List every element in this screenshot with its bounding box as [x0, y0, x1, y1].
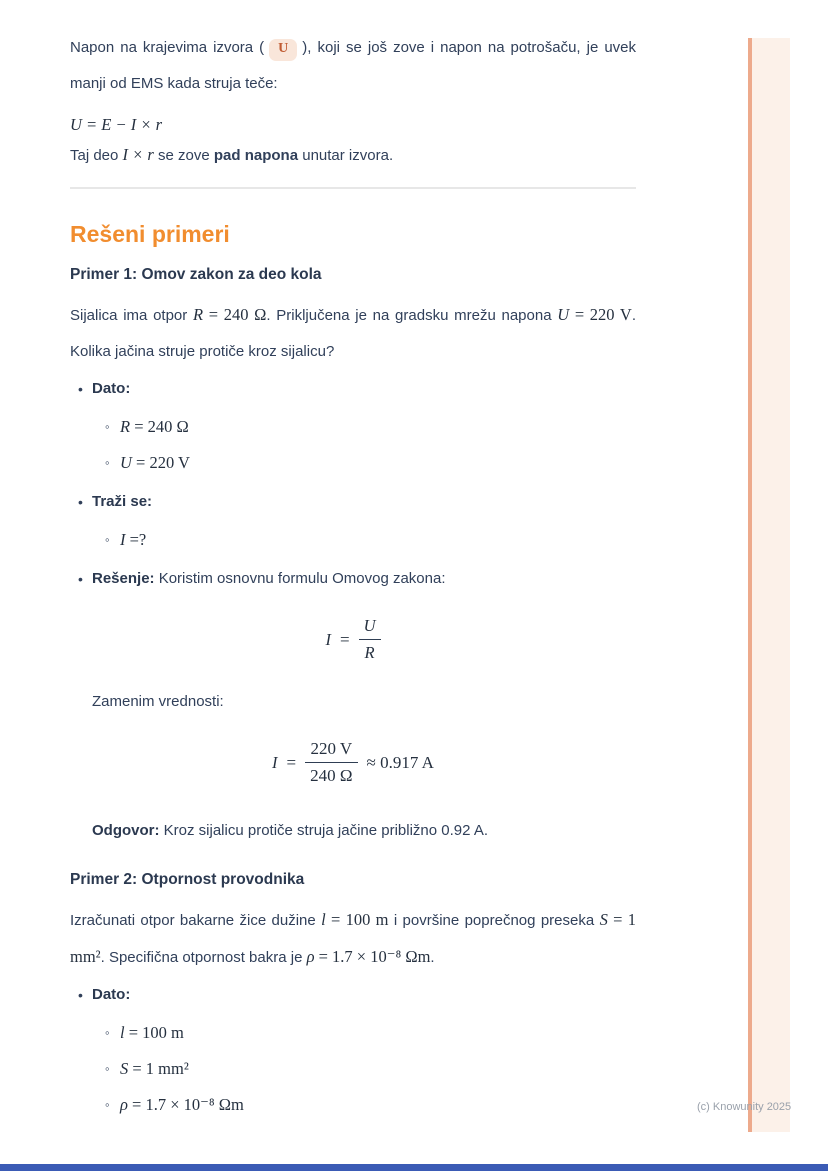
p2-math-var-rho: ρ — [306, 947, 315, 966]
primer2-list — [70, 984, 636, 1117]
drop-text-3: unutar izvora. — [298, 147, 394, 164]
resenje-label: Rešenje: — [92, 570, 155, 587]
calculation-formula — [70, 739, 636, 786]
math-rest: = 1 mm² — [128, 1059, 189, 1078]
list-item-trazi — [92, 491, 636, 552]
p1-text-2: . Priključena je na gradsku mrežu napona — [266, 307, 558, 324]
intro-paragraph — [70, 30, 636, 102]
drop-math: I × r — [122, 145, 154, 164]
list-item — [120, 1022, 636, 1045]
math-rest: = 100 m — [124, 1023, 184, 1042]
resenje-text: Koristim osnovnu formulu Omovog zakona: — [154, 570, 446, 587]
formula-result: ≈ 0.917 A — [366, 752, 434, 772]
intro-text-2: ), koji se još zove i napon na potrošaču, je uvek manji od EMS kada struja teče: — [70, 39, 636, 92]
p2-math-rest-rho: = 1.7 × 10⁻⁸ Ωm — [314, 947, 431, 966]
page-accent-line — [748, 38, 752, 1132]
dato-sublist — [92, 1022, 636, 1117]
p1-math-var-u: U — [557, 305, 570, 324]
math-rest: =? — [125, 530, 147, 549]
odgovor-label: Odgovor: — [92, 822, 160, 839]
primer2-problem — [70, 902, 636, 976]
list-item — [120, 529, 636, 552]
math-rest: = 240 Ω — [130, 417, 189, 436]
math-variable: l — [120, 1023, 125, 1042]
trazi-sublist — [92, 529, 636, 552]
intro-text-1: Napon na krajevima izvora ( — [70, 39, 265, 56]
p2-math-rest-s: = 1 mm² — [70, 910, 636, 966]
list-item — [120, 1094, 636, 1117]
p1-text-1: Sijalica ima otpor — [70, 307, 193, 324]
math-rest: = 1.7 × 10⁻⁸ Ωm — [127, 1095, 244, 1114]
fraction-denominator: R — [364, 643, 375, 662]
p1-math-rest-r: = 240 Ω — [203, 305, 267, 324]
odgovor-line — [70, 820, 636, 842]
p2-text-4: . — [430, 949, 435, 966]
list-item — [120, 416, 636, 439]
voltage-drop-line — [70, 138, 636, 173]
math-variable: U — [120, 453, 132, 472]
primer1-problem — [70, 297, 636, 370]
p2-text-3: . Specifična otpornost bakra je — [100, 949, 307, 966]
equals-sign: = — [339, 629, 350, 649]
primer1-list — [70, 378, 636, 590]
drop-bold-term: pad napona — [213, 147, 299, 164]
list-item-dato — [92, 378, 636, 475]
math-variable: R — [120, 417, 131, 436]
dato-sublist — [92, 416, 636, 475]
bottom-bar — [0, 1164, 828, 1171]
section-heading: Rešeni primeri — [70, 221, 230, 247]
ems-formula: U = E − I × r — [70, 115, 163, 134]
math-variable: S — [120, 1059, 129, 1078]
dato-label: Dato: — [92, 986, 131, 1003]
dato-label: Dato: — [92, 380, 131, 397]
odgovor-text: Kroz sijalicu protiče struja jačine približno 0.92 A. — [159, 822, 488, 839]
fraction-denominator: 240 Ω — [310, 766, 353, 785]
section-divider — [70, 187, 636, 189]
p1-math-rest-u: = 220 V — [569, 305, 632, 324]
list-item — [120, 452, 636, 475]
document-content — [70, 30, 636, 1133]
list-item-dato — [92, 984, 636, 1117]
fraction-numerator: 220 V — [305, 739, 357, 763]
primer1-heading: Primer 1: Omov zakon za deo kola — [70, 266, 322, 283]
fraction — [359, 616, 381, 663]
trazi-label: Traži se: — [92, 493, 153, 510]
math-rest: = 220 V — [131, 453, 190, 472]
p2-text-2: i površine poprečnog preseka — [388, 912, 600, 929]
primer2-heading: Primer 2: Otpornost provodnika — [70, 871, 305, 888]
p1-math-var-r: R — [192, 305, 204, 324]
math-variable: ρ — [120, 1095, 128, 1114]
list-item-resenje — [92, 568, 636, 590]
math-variable: I — [120, 530, 126, 549]
p2-math-var-s: S — [599, 910, 608, 929]
p1-text-3: . Kolika jačina struje protiče kroz sijalicu? — [70, 307, 636, 360]
footer-credit: (c) Knowunity 2025 — [697, 1101, 792, 1113]
p2-math-var-l: l — [321, 910, 326, 929]
equals-sign: = — [286, 752, 297, 772]
zamenim-line: Zamenim vrednosti: — [92, 693, 224, 710]
p2-math-rest-l: = 100 m — [325, 910, 389, 929]
term-badge-u[interactable]: U — [269, 39, 297, 61]
fraction — [305, 739, 357, 786]
fraction-numerator: U — [359, 616, 381, 640]
formula-lhs: I — [325, 629, 331, 649]
p2-text-1: Izračunati otpor bakarne žice dužine — [70, 912, 322, 929]
drop-text-2: se zove — [153, 147, 214, 164]
ohm-law-formula — [70, 616, 636, 663]
list-item — [120, 1058, 636, 1081]
drop-text-1: Taj deo — [70, 147, 123, 164]
formula-lhs: I — [272, 752, 278, 772]
page-accent-band — [752, 38, 790, 1132]
